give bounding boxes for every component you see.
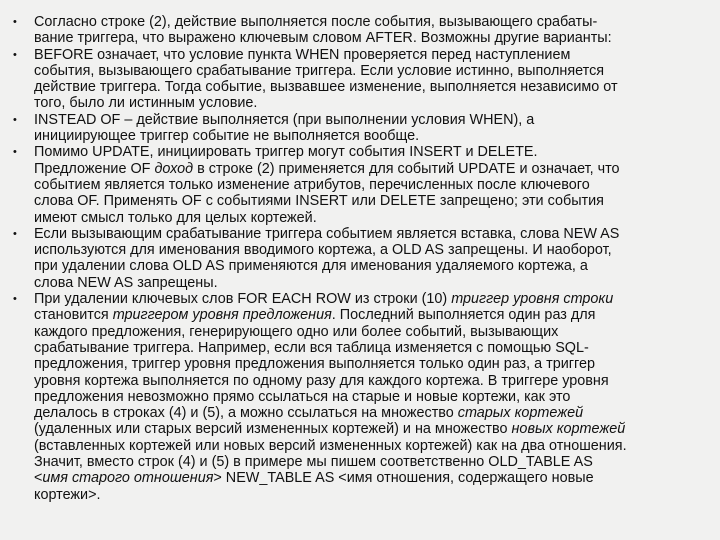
list-item-text — [34, 291, 704, 503]
text-line — [34, 95, 704, 111]
text-line — [34, 356, 704, 372]
text-segment: инициирующее триггер событие не выполняется вообще. — [34, 128, 420, 145]
text-line — [34, 112, 704, 128]
text-segment: становится — [34, 307, 113, 324]
text-segment: Помимо UPDATE, инициировать триггер могут события INSERT и DELETE. — [34, 144, 538, 161]
text-segment: делалось в строках (4) и (5), а можно ссылаться на множество — [34, 405, 458, 422]
text-line — [34, 291, 704, 307]
text-segment: вание триггера, что выражено ключевым словом AFTER. Возможны другие варианты: — [34, 30, 612, 47]
text-segment: срабатывание триггера. Например, если вся таблица изменяется с помощью SQL- — [34, 339, 589, 356]
italic-term: имя старого отношения — [42, 470, 214, 487]
text-segment: в строке (2) применяется для событий UPDATE и означает, что — [193, 160, 620, 177]
text-segment: . Последний выполняется один раз для — [331, 307, 596, 324]
text-line — [34, 405, 704, 421]
bullet-marker: • — [13, 113, 17, 126]
bullet-marker: • — [13, 146, 17, 159]
text-line — [34, 177, 704, 193]
text-segment: действие триггера. Тогда событие, вызвавшее изменение, выполняется независимо от — [34, 79, 618, 96]
bullet-marker: • — [13, 227, 17, 240]
list-item — [0, 47, 720, 112]
italic-term: старых кортежей — [457, 405, 584, 422]
text-segment: слова NEW AS запрещены. — [34, 274, 218, 291]
text-line — [34, 79, 704, 95]
text-segment: слова OF. Применять OF с событиями INSERT или DELETE запрещено; эти события — [34, 193, 604, 210]
text-line — [34, 47, 704, 63]
text-segment: INSTEAD OF – действие выполняется (при выполнении условия WHEN), а — [34, 111, 535, 128]
text-line — [34, 373, 704, 389]
text-line — [34, 242, 704, 258]
text-line — [34, 340, 704, 356]
text-segment: При удалении ключевых слов FOR EACH ROW из строки (10) — [34, 291, 452, 308]
text-segment: Согласно строке (2), действие выполняется после события, вызывающего срабаты- — [34, 14, 598, 30]
text-line — [34, 193, 704, 209]
text-line — [34, 454, 704, 470]
text-line — [34, 389, 704, 405]
italic-term: триггер уровня строки — [451, 291, 614, 308]
italic-term: триггером уровня предложения — [112, 307, 332, 324]
text-line — [34, 487, 704, 503]
text-segment: имеют смысл только для целых кортежей. — [34, 209, 317, 226]
text-line — [34, 210, 704, 226]
text-line — [34, 307, 704, 323]
list-item — [0, 291, 720, 503]
text-segment: при удалении слова OLD AS применяются для именования удаляемого кортежа, а — [34, 258, 588, 275]
text-segment: используются для именования вводимого кортежа, а OLD AS запрещены. И наоборот, — [34, 242, 612, 259]
bullet-marker: • — [13, 16, 17, 28]
text-line — [34, 30, 704, 46]
list-item — [0, 112, 720, 145]
text-segment: Если вызывающим срабатывание триггера событием является вставка, слова NEW AS — [34, 225, 620, 242]
italic-term: новых кортежей — [511, 421, 626, 438]
list-item-text — [34, 226, 704, 291]
list-item-text — [34, 144, 704, 225]
text-line — [34, 324, 704, 340]
text-segment: события, вызывающего срабатывание триггера. Если условие истинно, выполняется — [34, 62, 605, 79]
text-line — [34, 470, 704, 486]
text-segment: событием является только изменение атрибутов, перечисленных после ключевого — [34, 176, 590, 193]
list-item — [0, 226, 720, 291]
text-line — [34, 438, 704, 454]
text-line — [34, 144, 704, 160]
text-line — [34, 161, 704, 177]
text-segment: > NEW_TABLE AS <имя отношения, содержащего новые — [213, 470, 594, 487]
text-segment: BEFORE означает, что условие пункта WHEN проверяется перед наступлением — [34, 46, 571, 63]
text-segment: предложения невозможно прямо ссылаться на старые и новые кортежи, как это — [34, 388, 571, 405]
text-segment: предложения, триггер уровня предложения выполняется только один раз, а триггер — [34, 356, 595, 373]
list-item-text — [34, 112, 704, 145]
text-segment: (удаленных или старых версий измененных кортежей) и на множество — [34, 421, 512, 438]
text-segment: Предложение OF — [34, 160, 155, 177]
text-line — [34, 14, 704, 30]
text-line — [34, 63, 704, 79]
text-segment: кортежи>. — [34, 486, 101, 503]
list-item — [0, 14, 720, 47]
list-item — [0, 144, 720, 225]
text-line — [34, 226, 704, 242]
text-segment: каждого предложения, генерирующего одно или более событий, вызывающих — [34, 323, 559, 340]
bullet-marker: • — [13, 48, 17, 61]
list-item-text — [34, 47, 704, 112]
text-segment: (вставленных кортежей или новых версий измененных кортежей) как на два отношения. — [34, 437, 627, 454]
text-line — [34, 128, 704, 144]
list-item-text — [34, 14, 704, 47]
bullet-list — [0, 14, 720, 503]
text-segment: < — [34, 470, 43, 487]
text-segment: того, было ли истинным условие. — [34, 95, 258, 112]
text-line — [34, 275, 704, 291]
text-segment: Значит, вместо строк (4) и (5) в примере мы пишем соответственно OLD_TABLE AS — [34, 454, 593, 471]
text-line — [34, 258, 704, 274]
italic-term: доход — [154, 160, 194, 177]
bullet-marker: • — [13, 293, 17, 306]
text-segment: уровня кортежа выполняется по одному разу для каждого кортежа. В триггере уровня — [34, 372, 609, 389]
text-line — [34, 421, 704, 437]
